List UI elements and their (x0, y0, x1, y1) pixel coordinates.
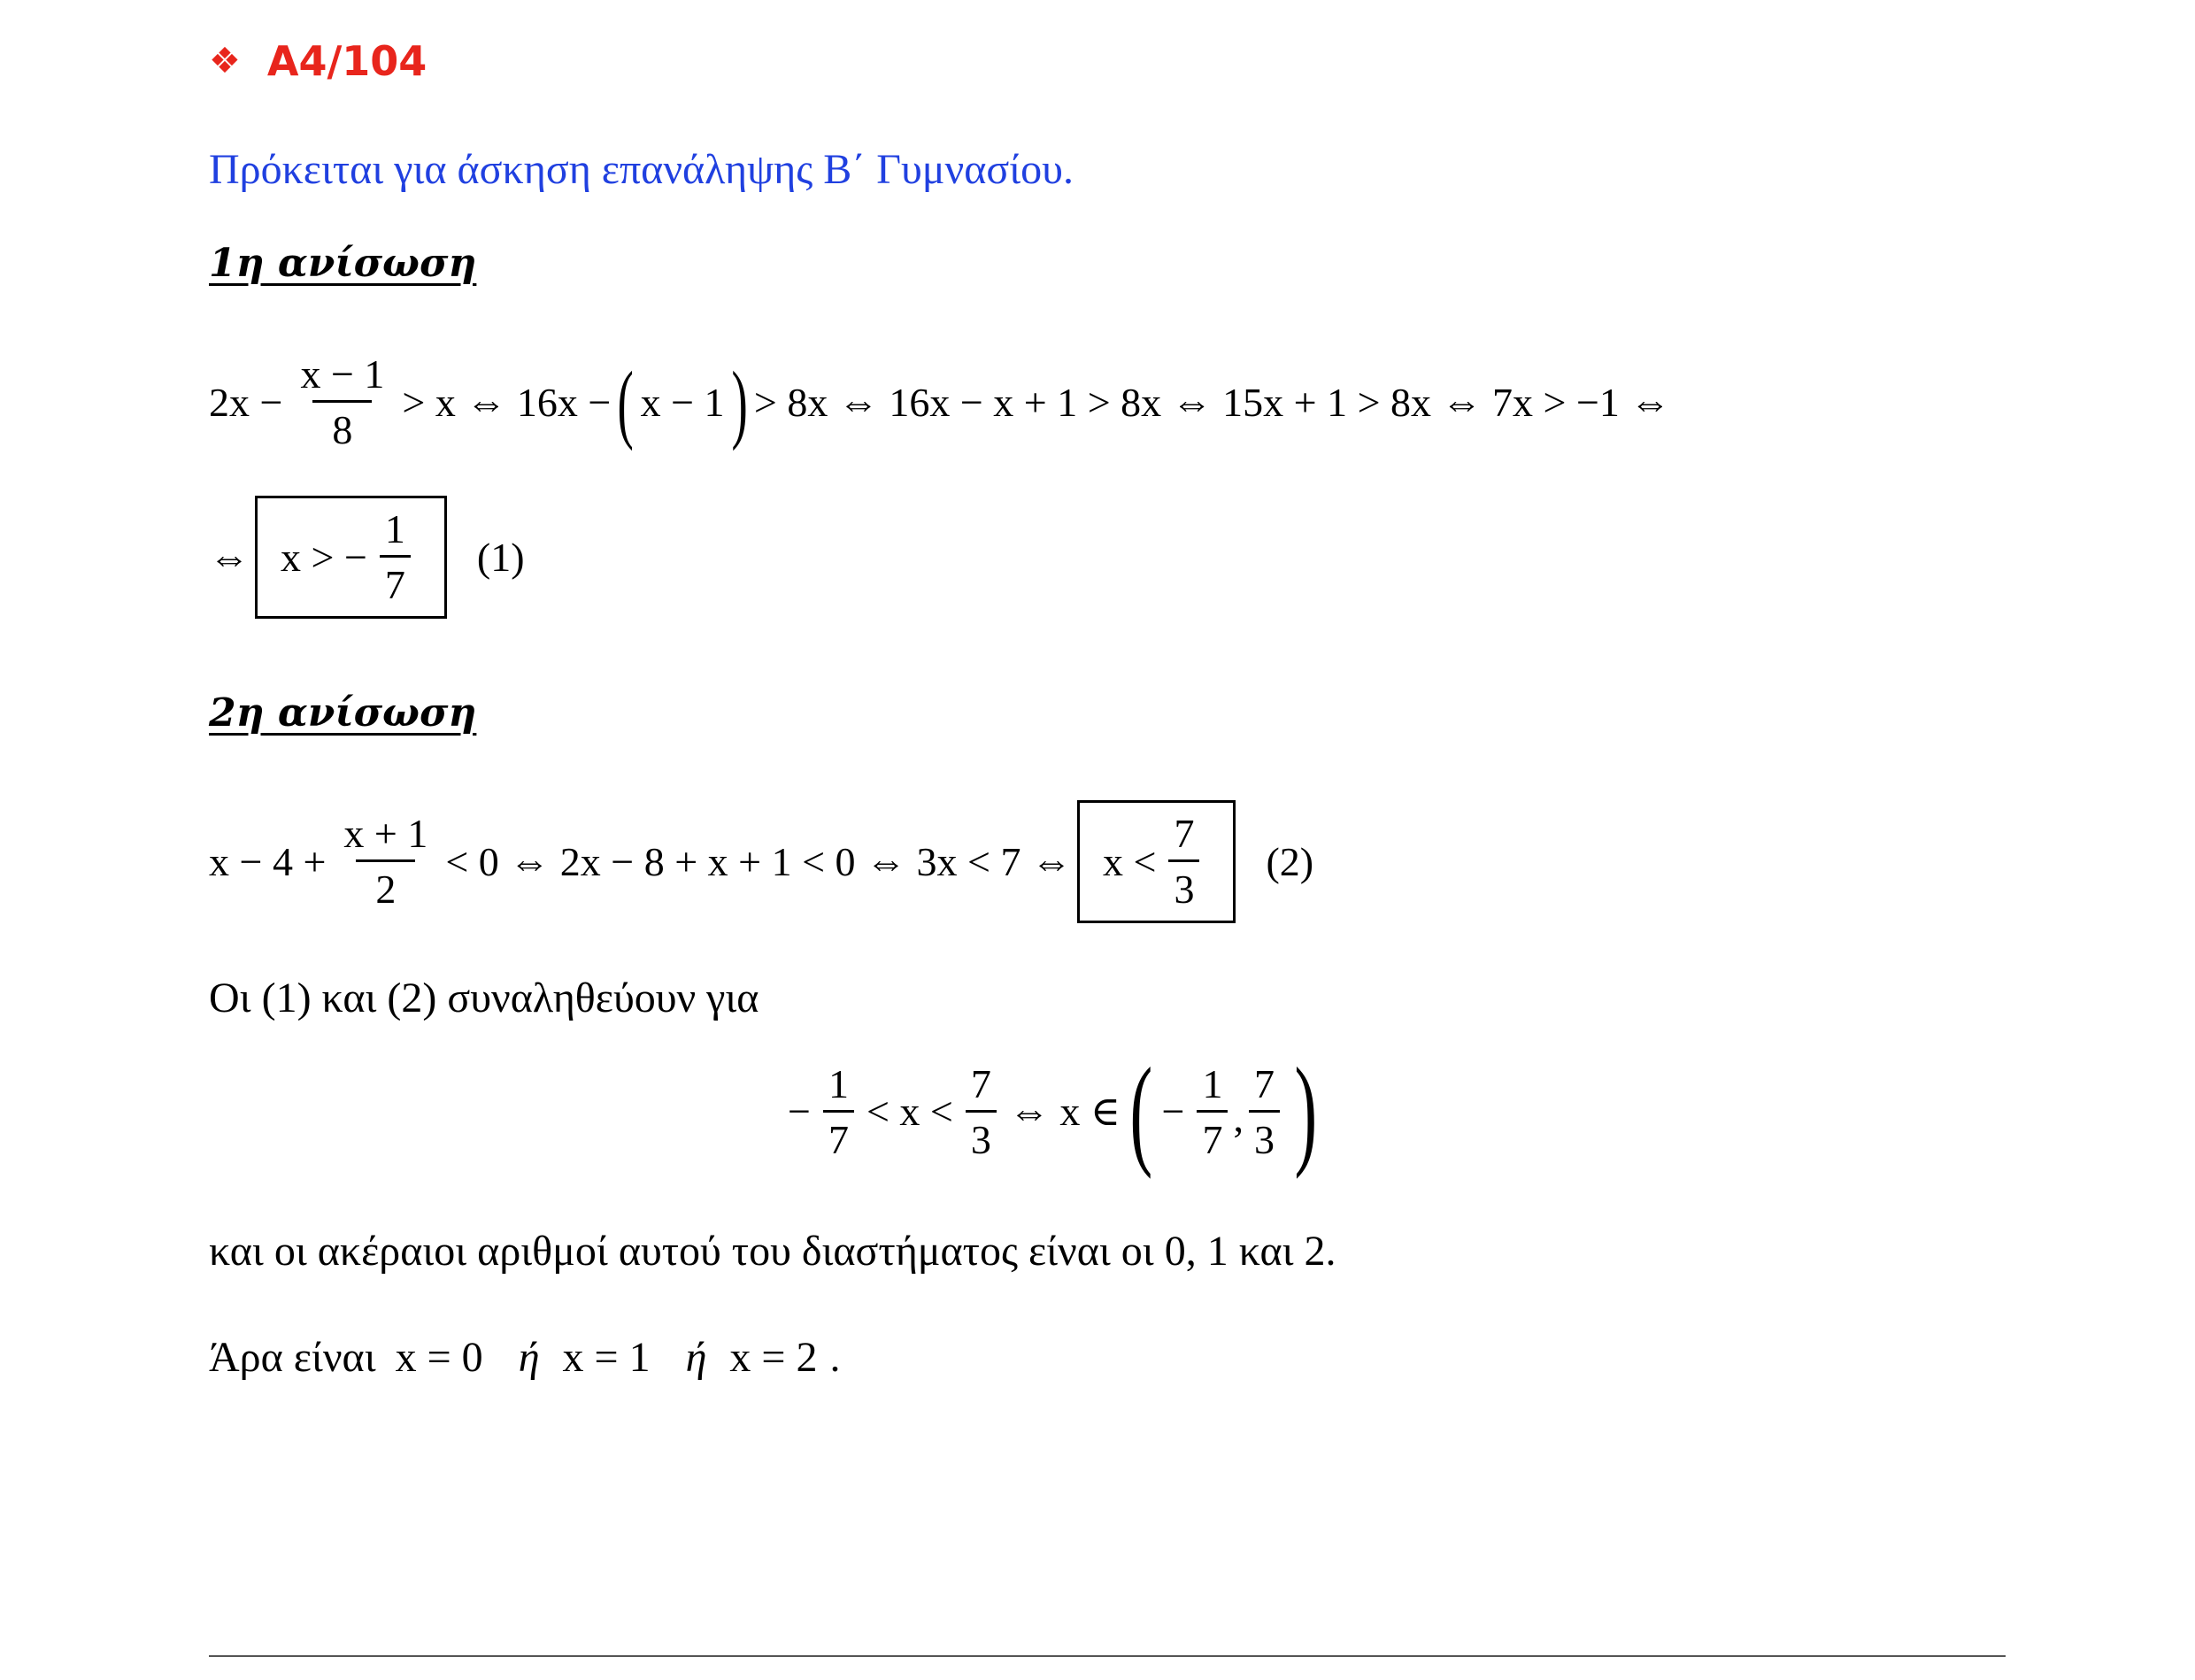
integers-text: και οι ακέραιοι αριθμοί αυτού του διαστήματος είναι οι 0, 1 και 2. (209, 1228, 1336, 1275)
section2-heading: 2η ανίσωση (209, 690, 477, 736)
exercise-title: A4/104 (266, 37, 427, 85)
fraction-numerator: 1 (1202, 1060, 1223, 1106)
eq-term: < 0 ⇔ 2x − 8 + x + 1 < 0 ⇔ 3x < 7 ⇔ (445, 838, 1072, 884)
eq-term: > x ⇔ 16x − (402, 379, 612, 425)
footer-divider (209, 1655, 2006, 1657)
fraction-denominator: 7 (380, 555, 411, 605)
left-paren: ( (617, 352, 635, 451)
fraction-numerator: 7 (1253, 1060, 1275, 1106)
fraction-denominator: 3 (1249, 1110, 1280, 1160)
fraction-denominator: 7 (823, 1110, 854, 1160)
comma: , (1233, 1095, 1244, 1140)
eq-term: < x < (866, 1089, 953, 1134)
fraction-denominator: 3 (1168, 859, 1199, 910)
solution-box-2 (1077, 800, 1236, 923)
solution-box-1 (255, 496, 447, 619)
section1-equation-line2 (209, 496, 525, 619)
eq-term: ⇔ x ∈ (1008, 1089, 1121, 1134)
fraction-1-over-7 (1197, 1060, 1228, 1162)
conclusion-end: . (829, 1334, 841, 1381)
section1-equation-line1 (209, 351, 1671, 452)
conclusion-lead: Άρα είναι (209, 1334, 376, 1381)
equation-label-2: (2) (1266, 838, 1314, 884)
diamond-bullet-icon: ❖ (209, 41, 241, 81)
conclusion-eq3: x = 2 (729, 1334, 818, 1381)
minus-sign: − (788, 1089, 811, 1134)
right-paren: ) (731, 352, 748, 451)
eq-term: 2x − (209, 379, 283, 425)
fraction-numerator: 1 (828, 1060, 849, 1106)
fraction-numerator: 7 (1174, 811, 1195, 856)
equation-label-1: (1) (476, 534, 525, 580)
document-header (209, 37, 427, 85)
fraction-numerator: 7 (970, 1060, 991, 1106)
fraction-denominator: 2 (356, 859, 415, 910)
intro-text: Πρόκειται για άσκηση επανάληψης Β΄ Γυμνασίου. (209, 146, 1074, 193)
fraction-denominator: 8 (312, 400, 372, 451)
conclusion-eq2: x = 1 (562, 1334, 651, 1381)
fraction-7-over-3 (1168, 813, 1199, 910)
combine-text: Οι (1) και (2) συναληθεύουν για (209, 975, 759, 1021)
conclusion-or2: ή (685, 1334, 707, 1381)
eq-term: x − 4 + (209, 838, 327, 884)
fraction-denominator: 7 (1197, 1110, 1228, 1160)
fraction-numerator: x − 1 (300, 351, 385, 397)
conclusion-eq1: x = 0 (395, 1334, 483, 1381)
fraction-x-plus-1-over-2 (338, 813, 433, 910)
section2-equation-line (209, 800, 1313, 923)
fraction-7-over-3 (966, 1060, 997, 1162)
interval-formula (788, 1043, 1327, 1180)
fraction-1-over-7 (823, 1060, 854, 1162)
eq-term: > 8x ⇔ 16x − x + 1 > 8x ⇔ 15x + 1 > 8x ⇔ 7x > −1 ⇔ (753, 379, 1671, 425)
fraction-denominator: 3 (966, 1110, 997, 1160)
right-paren: ) (1294, 1043, 1318, 1180)
left-paren: ( (1129, 1043, 1153, 1180)
equivalence-symbol: ⇔ (209, 534, 250, 580)
paren-content: x − 1 (640, 379, 725, 425)
fraction-numerator: 1 (384, 506, 405, 551)
box-term: x < (1103, 838, 1157, 884)
box-term: x > − (281, 534, 367, 580)
conclusion-line (209, 1333, 840, 1382)
minus-sign: − (1161, 1089, 1185, 1134)
fraction-7-over-3 (1249, 1060, 1280, 1162)
fraction-x-minus-1-over-8 (295, 351, 389, 452)
conclusion-or1: ή (518, 1334, 540, 1381)
section1-heading: 1η ανίσωση (209, 241, 477, 286)
fraction-numerator: x + 1 (343, 811, 428, 856)
fraction-1-over-7 (380, 506, 411, 607)
